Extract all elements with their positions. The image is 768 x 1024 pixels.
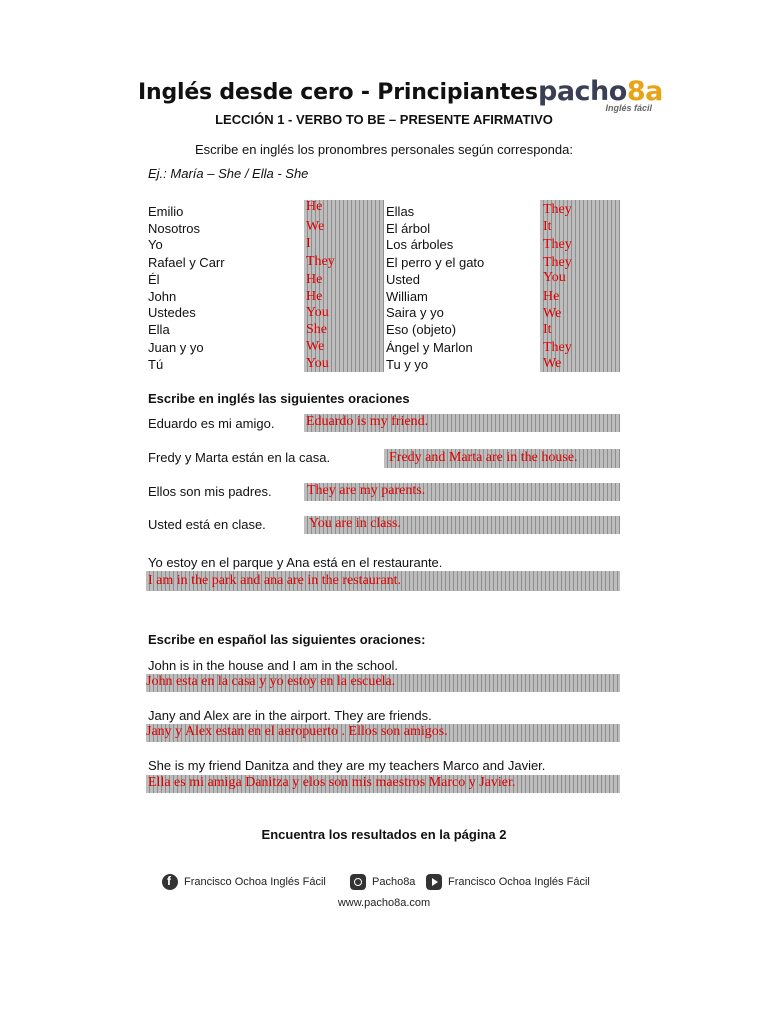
pronoun-label: El perro y el gato <box>386 255 485 270</box>
pronoun-answer: We <box>543 356 562 371</box>
sentence-prompt: She is my friend Danitza and they are my teachers Marco and Javier. <box>148 758 546 773</box>
pronoun-answer: You <box>306 356 329 371</box>
pronoun-label: Emilio <box>148 204 184 219</box>
pronoun-answer: We <box>306 339 325 354</box>
pronoun-label: Rafael y Carr <box>148 255 225 270</box>
sentence-prompt: Usted está en clase. <box>148 517 266 532</box>
sentence-answer: Fredy and Marta are in the house. <box>389 450 578 465</box>
facebook-link[interactable] <box>162 874 326 890</box>
sentence-answer: They are my parents. <box>307 483 426 498</box>
pronoun-label: Ellas <box>386 204 415 219</box>
sentence-prompt: Fredy y Marta están en la casa. <box>148 450 331 465</box>
pronoun-answer: She <box>306 322 327 337</box>
pronoun-answer: They <box>306 254 335 269</box>
sentence-answer: You are in class. <box>309 516 401 531</box>
results-note: Encuentra los resultados en la página 2 <box>261 827 507 842</box>
youtube-icon <box>426 874 442 890</box>
sentence-prompt: Eduardo es mi amigo. <box>148 416 275 431</box>
pronoun-answer: He <box>543 289 560 304</box>
website-link[interactable]: www.pacho8a.com <box>337 897 431 909</box>
pronoun-label: Juan y yo <box>148 340 204 355</box>
instagram-label: Pacho8a <box>372 876 416 888</box>
pronoun-label: William <box>386 289 428 304</box>
pronoun-answer: They <box>543 237 572 252</box>
page-title: Inglés desde cero - Principiantes <box>138 80 538 105</box>
pronoun-label: Los árboles <box>386 237 454 252</box>
logo-text-dark: pacho <box>538 76 627 107</box>
sentence-answer: Ella es mi amiga Danitza y elos son mis maestros Marco y Javier. <box>148 775 516 790</box>
sentence-prompt: Jany and Alex are in the airport. They are friends. <box>148 708 432 723</box>
sentence-answer: Eduardo is my friend. <box>306 414 429 429</box>
pronoun-label: Él <box>148 272 160 287</box>
sentence-prompt: Yo estoy en el parque y Ana está en el restaurante. <box>148 555 443 570</box>
example-text: Ej.: María – She / Ella - She <box>148 166 309 181</box>
sentence-prompt: John is in the house and I am in the school. <box>148 658 399 673</box>
lesson-heading: LECCIÓN 1 - VERBO TO BE – PRESENTE AFIRMATIVO <box>215 112 553 127</box>
pronoun-answer: They <box>543 340 572 355</box>
pronoun-answer: They <box>543 202 572 217</box>
pronoun-label: Tu y yo <box>386 357 429 372</box>
pronoun-answer: I <box>306 236 311 251</box>
pronoun-answer: He <box>306 289 323 304</box>
pronoun-label: Eso (objeto) <box>386 322 457 337</box>
pronoun-label: Tú <box>148 357 164 372</box>
pronoun-answer: It <box>543 322 552 337</box>
section3-heading: Escribe en español las siguientes oraciones: <box>148 632 426 647</box>
pronoun-label: Usted <box>386 272 420 287</box>
pronoun-answer: They <box>543 255 572 270</box>
pronoun-label: Ustedes <box>148 305 196 320</box>
sentence-answer: I am in the park and ana are in the restaurant. <box>148 573 402 588</box>
pronoun-label: El árbol <box>386 221 431 236</box>
pronoun-answer: You <box>306 305 329 320</box>
sentence-answer: Jany y Alex estan en el aeropuerto . Ellos son amigos. <box>146 724 448 739</box>
logo-subtitle: Inglés fácil <box>605 103 652 113</box>
sentence-answer: John esta en la casa y yo estoy en la escuela. <box>146 674 396 689</box>
instagram-link[interactable] <box>350 874 415 890</box>
pronoun-label: John <box>148 289 177 304</box>
pronoun-answer: You <box>543 270 566 285</box>
logo-text-orange: 8a <box>626 76 663 107</box>
pronoun-answer: We <box>543 306 562 321</box>
section2-heading: Escribe en inglés las siguientes oraciones <box>148 391 410 406</box>
pronoun-answer: He <box>306 272 323 287</box>
pronoun-answer: He <box>306 199 323 214</box>
instagram-icon <box>350 874 366 890</box>
facebook-label: Francisco Ochoa Inglés Fácil <box>184 876 326 888</box>
pronoun-label: Nosotros <box>148 221 201 236</box>
pronoun-label: Saira y yo <box>386 305 444 320</box>
pronoun-label: Ángel y Marlon <box>386 340 473 355</box>
pronoun-label: Yo <box>148 237 163 252</box>
pronoun-label: Ella <box>148 322 170 337</box>
sentence-prompt: Ellos son mis padres. <box>148 484 272 499</box>
youtube-label: Francisco Ochoa Inglés Fácil <box>448 876 590 888</box>
instruction-text: Escribe en inglés los pronombres personales según corresponda: <box>195 142 573 157</box>
pronoun-answer: We <box>306 219 325 234</box>
pronoun-answer: It <box>543 219 552 234</box>
facebook-icon <box>162 874 178 890</box>
youtube-link[interactable] <box>426 874 590 890</box>
